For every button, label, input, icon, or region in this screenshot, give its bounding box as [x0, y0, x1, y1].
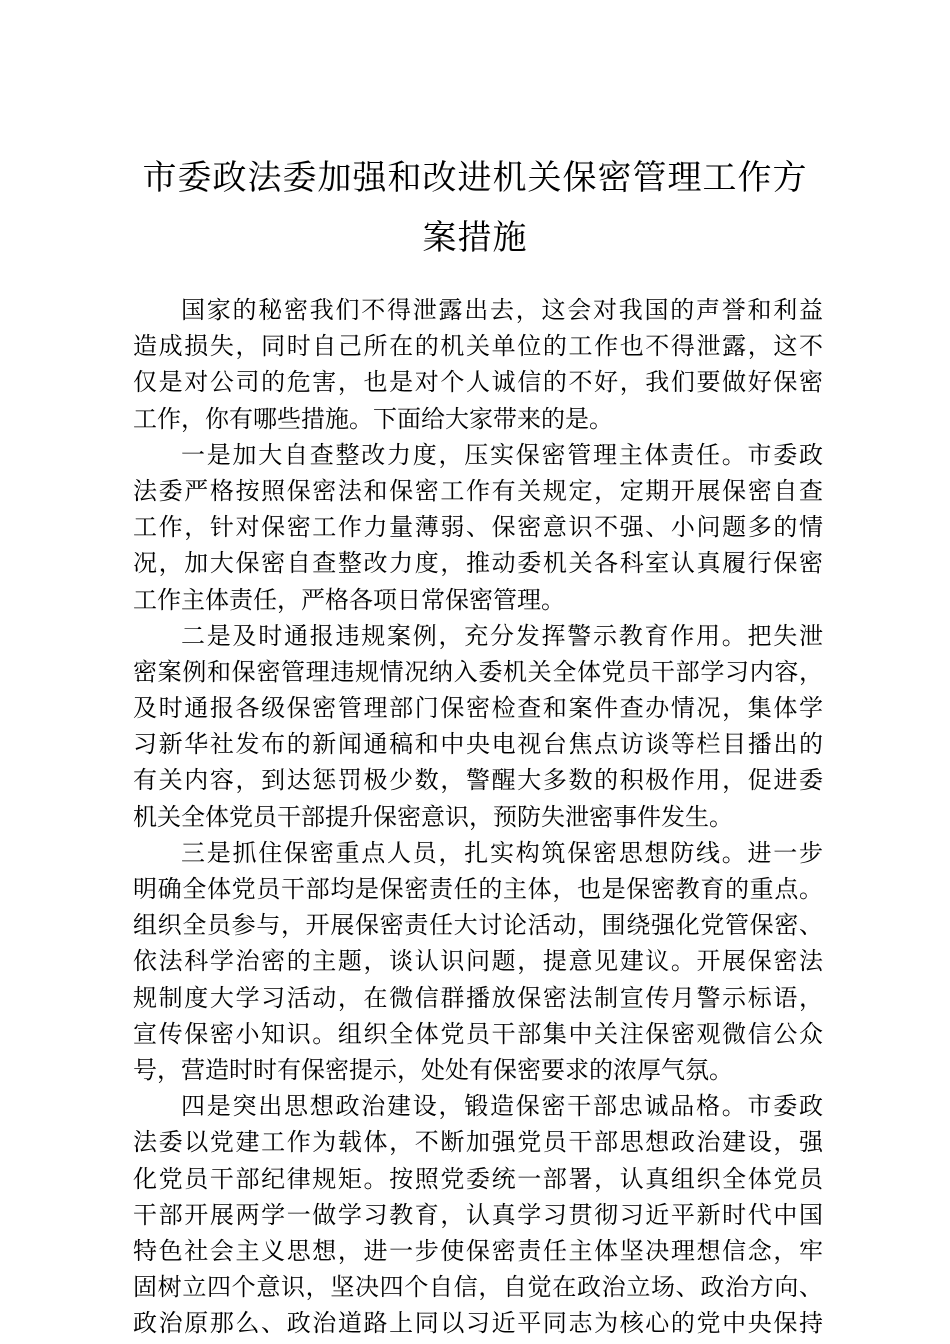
body-line: 规制度大学习活动，在微信群播放保密法制宣传月警示标语，	[133, 983, 823, 1012]
body-line: 密案例和保密管理违规情况纳入委机关全体党员干部学习内容，	[133, 657, 823, 686]
body-line: 三是抓住保密重点人员，扎实构筑保密思想防线。进一步	[181, 838, 823, 867]
body-line: 四是突出思想政治建设，锻造保密干部忠诚品格。市委政	[181, 1092, 823, 1121]
body-line: 一是加大自查整改力度，压实保密管理主体责任。市委政	[181, 440, 823, 469]
body-line: 号，营造时时有保密提示，处处有保密要求的浓厚气氛。	[133, 1055, 733, 1084]
body-line: 明确全体党员干部均是保密责任的主体，也是保密教育的重点。	[133, 875, 823, 903]
body-line: 造成损失，同时自己所在的机关单位的工作也不得泄露，这不	[133, 332, 823, 361]
body-line: 仅是对公司的危害，也是对个人诚信的不好，我们要做好保密	[133, 368, 823, 397]
body-line: 机关全体党员干部提升保密意识，预防失泄密事件发生。	[133, 802, 733, 831]
document-title-line-1: 市委政法委加强和改进机关保密管理工作方	[142, 158, 808, 198]
body-line: 况，加大保密自查整改力度，推动委机关各科室认真履行保密	[133, 549, 823, 578]
body-line: 及时通报各级保密管理部门保密检查和案件查办情况，集体学	[133, 694, 823, 723]
body-line: 干部开展两学一做学习教育，认真学习贯彻习近平新时代中国	[133, 1200, 823, 1229]
body-line: 固树立四个意识，坚决四个自信，自觉在政治立场、政治方向、	[133, 1273, 823, 1302]
body-line: 化党员干部纪律规矩。按照党委统一部署，认真组织全体党员	[133, 1164, 823, 1193]
body-line: 有关内容，到达惩罚极少数，警醒大多数的积极作用，促进委	[133, 766, 823, 795]
body-line: 法委严格按照保密法和保密工作有关规定，定期开展保密自查	[133, 476, 823, 505]
body-line: 法委以党建工作为载体，不断加强党员干部思想政治建设，强	[133, 1128, 823, 1157]
body-line: 组织全员参与，开展保密责任大讨论活动，围绕强化党管保密、	[133, 911, 823, 940]
body-line: 政治原那么、政治道路上同以习近平同志为核心的党中央保持	[133, 1309, 823, 1338]
body-line: 工作主体责任，严格各项日常保密管理。	[133, 585, 565, 614]
body-line: 宣传保密小知识。组织全体党员干部集中关注保密观微信公众	[133, 1019, 823, 1048]
body-line: 依法科学治密的主题，谈认识问题，提意见建议。开展保密法	[133, 947, 823, 976]
document-body	[133, 292, 823, 1341]
body-line: 工作，你有哪些措施。下面给大家带来的是。	[133, 404, 613, 433]
document-title-line-2: 案措施	[422, 218, 528, 258]
body-line: 习新华社发布的新闻通稿和中央电视台焦点访谈等栏目播出的	[133, 730, 823, 759]
body-line: 二是及时通报违规案例，充分发挥警示教育作用。把失泄	[181, 621, 823, 650]
body-line: 国家的秘密我们不得泄露出去，这会对我国的声誉和利益	[181, 296, 823, 324]
body-line: 特色社会主义思想，进一步使保密责任主体坚决理想信念，牢	[133, 1236, 823, 1265]
body-line: 工作，针对保密工作力量薄弱、保密意识不强、小问题多的情	[133, 513, 823, 542]
